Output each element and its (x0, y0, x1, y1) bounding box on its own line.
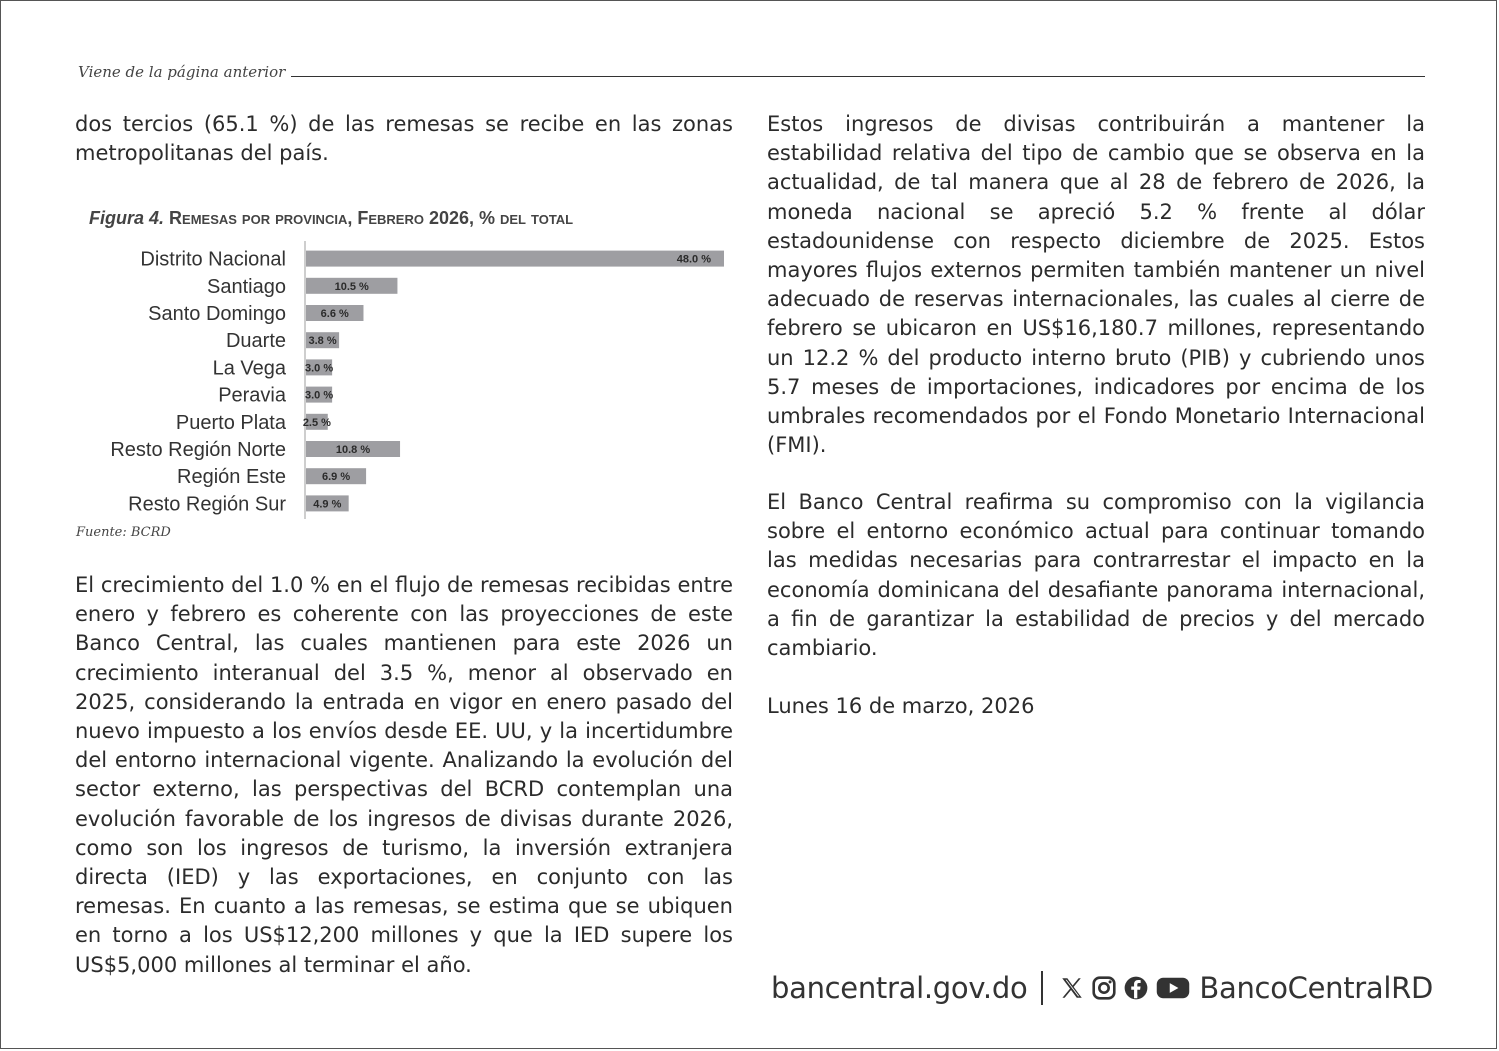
category-label: Puerto Plata (175, 411, 286, 434)
figure-caption: Remesas por provincia, Febrero 2026, % del total (169, 208, 574, 228)
intro-paragraph: dos tercios (65.1 %) de las remesas se recibe en las zonas metropolitanas del país. (75, 112, 733, 166)
data-label: 2.5 % (302, 416, 331, 429)
data-label: 3.0 % (304, 389, 334, 402)
footer-separator (1041, 971, 1043, 1005)
commitment-paragraph: El Banco Central reafirma su compromiso con la vigilancia sobre el entorno económico actual para continuar tomando las medidas necesarias para contrarrestar el impacto en la economía dominicana del desafiante panorama internacional, a fin de garantizar la estabilidad de precios y del mercado cambiario. (767, 490, 1425, 661)
data-label: 10.5 % (334, 280, 369, 293)
data-label: 6.9 % (321, 471, 351, 484)
social-handle[interactable]: BancoCentralRD (1199, 971, 1434, 1005)
remittances-bar-chart (75, 241, 735, 521)
continued-header (78, 59, 1425, 81)
youtube-icon[interactable] (1155, 975, 1191, 1001)
body-paragraph: El crecimiento del 1.0 % en el flujo de remesas recibidas entre enero y febrero es coherente con las proyecciones de este Banco Central, las cuales mantienen para este 2026 un crecimiento interanual del 3.5 %, menor al observado en 2025, considerando la entrada en vigor en enero pasado del nuevo impuesto a los envíos desde EE. UU, y la incertidumbre del entorno internacional vigente. Analizando la evolución del sector externo, las perspectivas del BCRD contemplan una evolución favorable de los ingresos de divisas durante 2026, como son los ingresos de turismo, la inversión extranjera directa (IED) y las exportaciones, en conjunto con las remesas. En cuanto a las remesas, se estima que se ubiquen en torno a los US$12,200 millones y que la IED supere los US$5,000 millones al terminar el año. (75, 573, 733, 977)
category-label: La Vega (212, 357, 286, 380)
category-label: Santiago (207, 275, 286, 298)
category-label: Duarte (225, 330, 286, 353)
data-label: 48.0 % (676, 253, 711, 266)
facebook-icon[interactable] (1123, 975, 1149, 1001)
category-label: Santo Domingo (148, 303, 286, 325)
category-label: Peravia (218, 384, 286, 407)
figure-label: Figura 4. (89, 208, 165, 228)
data-label: 10.8 % (335, 444, 371, 456)
figure-title (89, 208, 729, 229)
publication-date: Lunes 16 de marzo, 2026 (767, 694, 1035, 718)
data-label: 3.0 % (304, 362, 334, 375)
category-label: Resto Región Norte (110, 439, 286, 461)
social-icons (1059, 975, 1191, 1001)
figure-source: Fuente: BCRD (76, 525, 171, 540)
category-label: Resto Región Sur (128, 493, 286, 516)
website-link[interactable]: bancentral.gov.do (771, 971, 1028, 1005)
continued-label: Viene de la página anterior (78, 63, 286, 81)
data-label: 6.6 % (320, 308, 349, 320)
currency-paragraph: Estos ingresos de divisas contribuirán a mantener la estabilidad relativa del tipo de cambio que se observa en la actualidad, de tal manera que al 28 de febrero de 2026, la moneda nacional se apreció 5.2 % frente al dólar estadounidense con respecto diciembre de 2025. Estos mayores flujos externos permiten también mantener un nivel adecuado de reservas internacionales, las cuales al cierre de febrero se ubicaron en US$16,180.7 millones, representando un 12.2 % del producto interno bruto (PIB) y cubriendo unos 5.7 meses de importaciones, indicadores por encima de los umbrales recomendados por el Fondo Monetario Internacional (FMI). (767, 112, 1425, 458)
header-rule (291, 76, 1425, 77)
data-label: 4.9 % (313, 498, 342, 511)
footer (771, 965, 1433, 1011)
category-label: Distrito Nacional (140, 248, 286, 271)
data-label: 3.8 % (308, 335, 337, 348)
bar (306, 251, 724, 267)
category-label: Región Este (177, 466, 286, 489)
instagram-icon[interactable] (1091, 975, 1117, 1001)
x-icon[interactable] (1059, 975, 1085, 1001)
